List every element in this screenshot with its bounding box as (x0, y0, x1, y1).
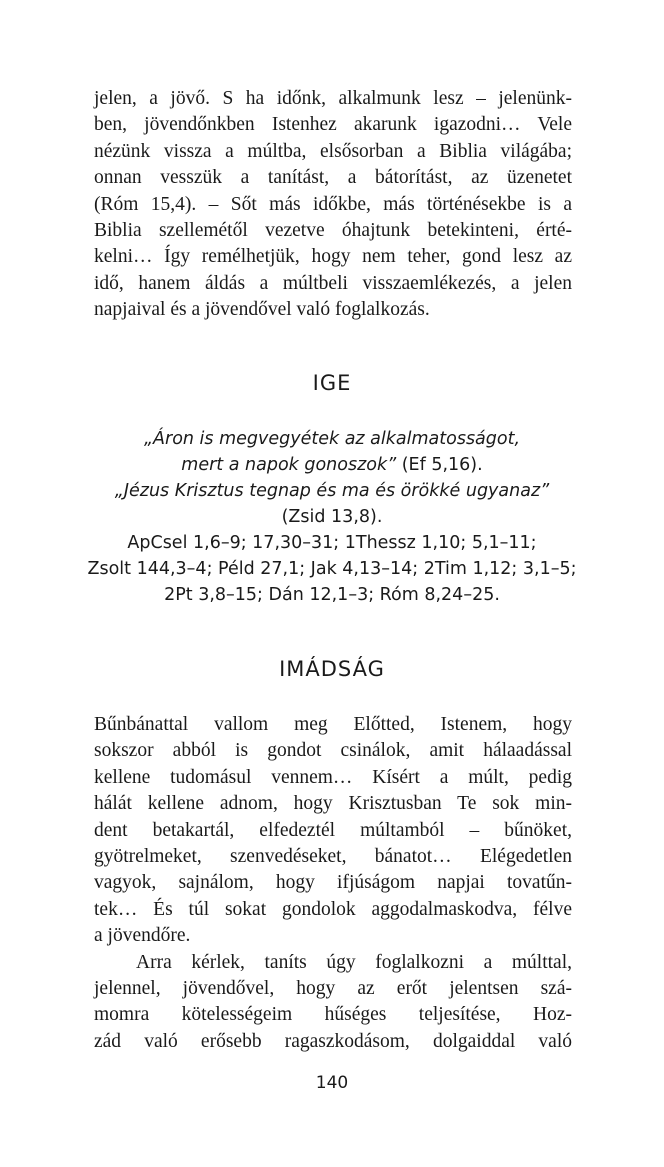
prayer-line: vagyok, sajnálom, hogy ifjúságom napjai tovatűn- (94, 872, 572, 894)
reference-list-line: ApCsel 1,6–9; 17,30–31; 1Thessz 1,10; 5,1–11; (127, 533, 537, 553)
verse-quote: „Jézus Krisztus tegnap és ma és örökké ugyanaz” (114, 481, 550, 501)
intro-line: (Róm 15,4). – Sőt más időkbe, más történésekbe is a (94, 193, 572, 215)
prayer-line: momra kötelességeim hűséges teljesítése, Hoz- (94, 1004, 572, 1026)
prayer-line: gyötrelmeket, szenvedéseket, bánatot… Elégedetlen (94, 846, 572, 868)
intro-line: jelen, a jövő. S ha időnk, alkalmunk lesz – jelenünk- (94, 88, 572, 109)
verse-quote: „Áron is megvegyétek az alkalmatosságot, (143, 429, 521, 449)
prayer-line: hálát kellene adnom, hogy Krisztusban Te sok min- (94, 793, 572, 815)
intro-line: napjaival és a jövendővel való foglalkozás. (94, 299, 430, 321)
intro-paragraph (94, 86, 572, 324)
verse-reference: (Zsid 13,8). (281, 507, 383, 527)
prayer-line: zád való erősebb ragaszkodásom, dolgaiddal való (94, 1030, 572, 1052)
prayer-paragraph (94, 712, 572, 1055)
prayer-line: Bűnbánattal vallom meg Előtted, Istenem, hogy (94, 714, 572, 735)
intro-line: Biblia szellemétől vezetve óhajtunk betekinteni, érté- (94, 220, 572, 242)
section-heading-ige: IGE (312, 371, 352, 395)
prayer-line: jelennel, jövendővel, hogy az erőt jelentsen szá- (94, 978, 572, 1000)
prayer-line: Arra kérlek, taníts úgy foglalkozni a múlttal, (136, 951, 572, 973)
prayer-line: tek… És túl sokat gondolok aggodalmaskodva, félve (94, 898, 572, 920)
verse-quote-line (0, 452, 664, 478)
prayer-line: dent betakartál, elfedeztél múltamból – bűnöket, (94, 819, 572, 841)
verse-quote: mert a napok gonoszok” (181, 455, 397, 475)
prayer-line: kellene tudomásul vennem… Kísért a múlt, pedig (94, 766, 572, 788)
reference-list-line: 2Pt 3,8–15; Dán 12,1–3; Róm 8,24–25. (164, 585, 500, 605)
section-heading-imadsag: IMÁDSÁG (279, 657, 385, 681)
intro-line: ben, jövendőnkben Istenhez akarunk igazodni… Vele (94, 114, 572, 136)
reference-list-line: Zsolt 144,3–4; Péld 27,1; Jak 4,13–14; 2Tim 1,12; 3,1–5; (87, 559, 577, 579)
intro-line: idő, hanem áldás a múltbeli visszaemlékezés, a jelen (94, 272, 572, 294)
verse-reference: (Ef 5,16). (396, 455, 483, 475)
intro-line: kelni… Így remélhetjük, hogy nem teher, gond lesz az (94, 246, 572, 268)
prayer-line: sokszor abból is gondot csinálok, amit hálaadással (94, 740, 572, 762)
intro-line: onnan vesszük a tanítást, a bátorítást, az üzenetet (94, 167, 572, 189)
page-number: 140 (315, 1073, 349, 1093)
prayer-line: a jövendőre. (94, 925, 191, 947)
scripture-verses (0, 426, 664, 608)
intro-line: nézünk vissza a múltba, elsősorban a Biblia világába; (94, 140, 572, 162)
